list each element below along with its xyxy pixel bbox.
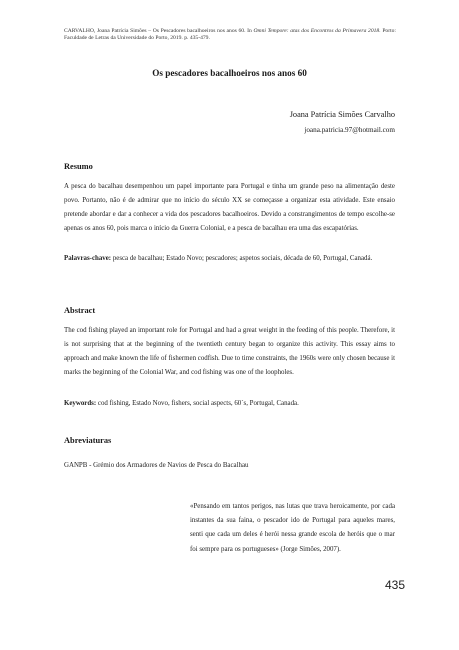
abstract-keywords (64, 397, 395, 411)
abstract-heading: Abstract (64, 306, 96, 315)
article-title: Os pescadores bacalhoeiros nos anos 60 (152, 68, 307, 78)
abstract-keywords-list: cod fishing, Estado Novo, fishers, social aspects, 60´s, Portugal, Canada. (97, 400, 299, 407)
resumo-keywords (64, 252, 395, 266)
author-name: Joana Patrícia Simões Carvalho (289, 110, 395, 119)
abstract-text: The cod fishing played an important role for Portugal and had a great weight in the feeding of this people. Therefore, it is not surprising that at the beginning of the twentieth century began to organize this activity. This essay aims to approach and make known the life of fishermen codfish. Due to time constraints, the 1960s were only chosen because it marks the beginning of the Colonial War, and cod fishing was one of the loopholes. (64, 327, 395, 376)
resumo-keywords-label: Palavras-chave: (64, 255, 112, 262)
resumo-keywords-list: pesca de bacalhau; Estado Novo; pescadores; aspetos sociais, década de 60, Portugal, Canadá. (112, 255, 373, 262)
page-number: 435 (384, 578, 405, 592)
abreviaturas-heading: Abreviaturas (64, 436, 112, 445)
author-email: joana.patricia.97@hotmail.com (304, 126, 395, 134)
abreviatura-entry: GANPB - Grémio dos Armadores de Navios de Pesca do Bacalhau (64, 462, 249, 469)
citation-header (64, 28, 396, 43)
citation-source-title: Omni Tempore: atas dos Encontros da Primavera 2018. (253, 28, 381, 34)
citation-publisher: Porto: Faculdade de Letras da Universidade do Porto, 2019. p. 435-479. (64, 28, 396, 42)
resumo-text: A pesca do bacalhau desempenhou um papel importante para Portugal e tinha um grande peso na alimentação deste povo. Portanto, não é de admirar que no início do século XX se começasse a organizar esta atividade. Este ensaio pretende abordar e dar a conhecer a vida dos pescadores bacalhoeiros. Devido a constrangimentos de tempo escolhe-se apenas os anos 60, pois marca o início da Guerra Colonial, e a pesca de bacalhau era uma das escapatórias. (64, 183, 395, 232)
abstract-keywords-label: Keywords: (64, 400, 97, 407)
epigraph-quote: «Pensando em tantos perigos, nas lutas que trava heroicamente, por cada instantes da sua faina, o pescador ido de Portugal para aqueles mares, senti que cada um deles é herói nessa grande escola de heróis que o mar foi sempre para os portugueses» (Jorge Simões, 2007). (190, 503, 395, 553)
resumo-heading: Resumo (64, 162, 93, 171)
citation-text: CARVALHO, Joana Patrícia Simões – Os Pescadores bacalhoeiros nos anos 60. In (64, 28, 252, 34)
